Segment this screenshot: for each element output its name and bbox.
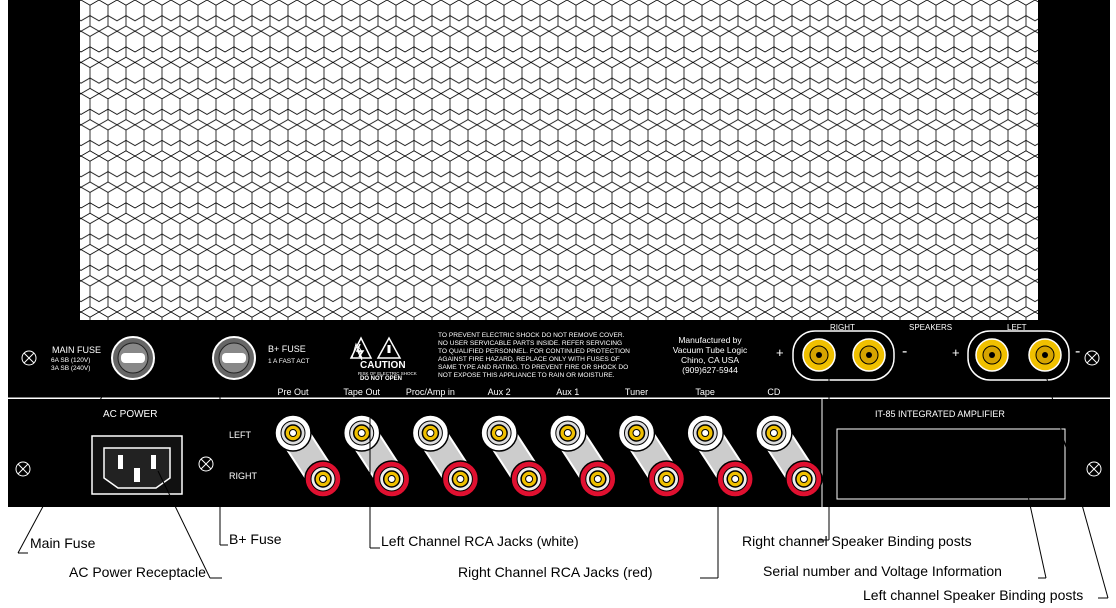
warning-line: TO QUALIFIED PERSONNEL. FOR CONTINUED PROTECTION	[438, 348, 630, 355]
input-label: Tuner	[624, 387, 649, 397]
input-label: CD	[767, 387, 781, 397]
warning-line: TO PREVENT ELECTRIC SHOCK DO NOT REMOVE COVER.	[438, 332, 625, 339]
bplus-fuse-annotation: B+ Fuse	[229, 531, 282, 547]
main-fuse-annotation: Main Fuse	[30, 535, 96, 551]
right-minus-sign: -	[902, 343, 908, 360]
left-rca-annotation: Left Channel RCA Jacks (white)	[381, 533, 579, 549]
rca-jack-right-red[interactable]	[580, 461, 616, 497]
input-label: Proc/Amp in	[405, 387, 455, 397]
right-plus-sign: +	[776, 345, 784, 360]
input-label: Tape Out	[343, 387, 380, 397]
main-fuse-holder[interactable]	[112, 337, 154, 379]
input-label: Aux 2	[487, 387, 511, 397]
rca-jack-right-red[interactable]	[442, 461, 478, 497]
right-speakers-label: RIGHT	[830, 323, 855, 332]
rca-jack-right-red[interactable]	[717, 461, 753, 497]
bplus-fuse-title: B+ FUSE	[268, 344, 306, 354]
rca-jack-left-white[interactable]	[481, 415, 517, 451]
bplus-fuse-holder[interactable]	[213, 337, 255, 379]
rca-jack-right-red[interactable]	[786, 461, 822, 497]
input-label: Pre Out	[277, 387, 309, 397]
input-label: Tape	[695, 387, 715, 397]
caution-subtitle: RISK OF ELECTRIC SHOCK	[358, 371, 417, 376]
safety-warning-text	[438, 332, 630, 380]
rca-jack-right-red[interactable]	[649, 461, 685, 497]
manufacturer-line: Vacuum Tube Logic	[672, 345, 748, 355]
row-left-label: LEFT	[229, 430, 252, 440]
rca-jack-left-white[interactable]	[619, 415, 655, 451]
right-binding-posts-annotation: Right channel Speaker Binding posts	[742, 533, 972, 549]
rca-jack-left-white[interactable]	[275, 415, 311, 451]
left-speakers-label: LEFT	[1007, 323, 1027, 332]
left-minus-sign: -	[1075, 343, 1081, 360]
manufacturer-info	[669, 335, 751, 375]
rca-jack-left-white[interactable]	[412, 415, 448, 451]
main-fuse-title: MAIN FUSE	[52, 345, 102, 355]
manufacturer-line: Chino, CA USA	[680, 355, 740, 365]
speakers-label: SPEAKERS	[909, 323, 953, 332]
rca-jack-left-white[interactable]	[756, 415, 792, 451]
warning-line: NOT EXPOSE THIS APPLIANCE TO RAIN OR MOISTURE.	[438, 372, 615, 379]
caution-do-not-open: DO NOT OPEN	[360, 376, 403, 382]
caution-title: CAUTION	[360, 360, 406, 371]
ac-power-receptacle[interactable]	[92, 436, 182, 494]
manufacturer-line: Manufactured by	[678, 335, 742, 345]
warning-line: AGAINST FIRE HAZARD, REPLACE ONLY WITH FUSES OF	[438, 356, 620, 363]
main-fuse-spec-120v: 6A SB (120V)	[51, 357, 91, 364]
left-binding-posts-annotation: Left channel Speaker Binding posts	[863, 587, 1084, 603]
rca-jack-left-white[interactable]	[687, 415, 723, 451]
ac-power-label: AC POWER	[103, 409, 158, 420]
main-fuse-spec-240v: 3A SB (240V)	[51, 365, 91, 372]
warning-line: SAME TYPE AND RATING. TO PREVENT FIRE OR SHOCK DO	[438, 364, 629, 371]
hex-mesh	[80, 0, 1038, 320]
rca-jack-right-red[interactable]	[374, 461, 410, 497]
warning-line: NO USER SERVICABLE PARTS INSIDE. REFER SERVICING	[438, 340, 623, 347]
ac-power-receptacle-annotation: AC Power Receptacle	[69, 564, 206, 580]
rca-jack-left-white[interactable]	[550, 415, 586, 451]
rca-jack-right-red[interactable]	[511, 461, 547, 497]
left-plus-sign: +	[952, 345, 960, 360]
rca-jack-right-red[interactable]	[305, 461, 341, 497]
rca-jack-left-white[interactable]	[344, 415, 380, 451]
serial-info-annotation: Serial number and Voltage Information	[763, 563, 1002, 579]
bplus-fuse-spec: 1 A FAST ACT	[268, 358, 310, 365]
input-label: Aux 1	[556, 387, 580, 397]
manufacturer-line: (909)627-5944	[682, 365, 738, 375]
serial-plate	[837, 429, 1065, 499]
right-rca-annotation: Right Channel RCA Jacks (red)	[458, 564, 653, 580]
row-right-label: RIGHT	[229, 471, 257, 481]
model-label: IT-85 INTEGRATED AMPLIFIER	[875, 409, 1005, 419]
